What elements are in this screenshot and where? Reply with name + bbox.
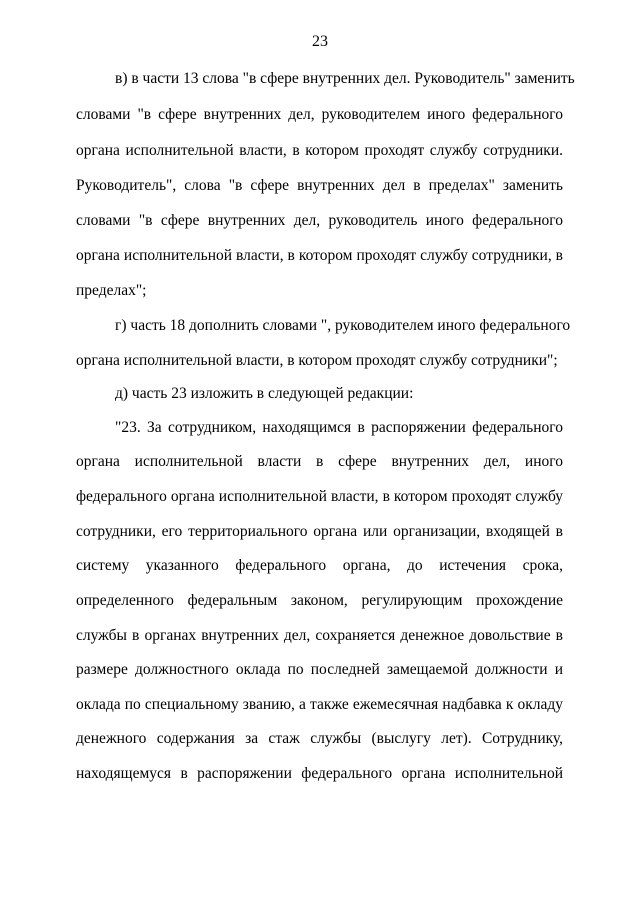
page-number: 23: [312, 33, 328, 50]
text-line-5: словами "в сфере внутренних дел, руководитель иного федерального: [76, 212, 563, 229]
text-line-1: в) в части 13 слова "в сфере внутренних дел. Руководитель" заменить: [115, 70, 575, 87]
text-line-8: г) часть 18 дополнить словами ", руководителем иного федерального: [115, 317, 571, 334]
text-line-9: органа исполнительной власти, в котором проходят службу сотрудники";: [76, 352, 558, 369]
text-line-18: размере должностного оклада по последней замещаемой должности и: [76, 661, 563, 678]
text-line-21: находящемуся в распоряжении федерального органа исполнительной: [76, 765, 563, 782]
text-line-7: пределах";: [76, 282, 147, 299]
text-line-12: органа исполнительной власти в сфере внутренних дел, иного: [76, 453, 563, 470]
text-line-6: органа исполнительной власти, в котором проходят службу сотрудники, в: [76, 247, 563, 264]
text-line-15: систему указанного федерального органа, до истечения срока,: [76, 557, 563, 574]
text-line-14: сотрудники, его территориального органа или организации, входящей в: [76, 523, 563, 540]
text-line-20: денежного содержания за стаж службы (выслугу лет). Сотруднику,: [76, 730, 563, 747]
text-line-4: Руководитель", слова "в сфере внутренних дел в пределах" заменить: [76, 177, 563, 194]
text-line-17: службы в органах внутренних дел, сохраняется денежное довольствие в: [76, 627, 563, 644]
text-line-11: "23. За сотрудником, находящимся в распоряжении федерального: [115, 419, 563, 436]
text-line-16: определенного федеральным законом, регулирующим прохождение: [76, 592, 563, 609]
text-line-19: оклада по специальному званию, а также ежемесячная надбавка к окладу: [76, 696, 563, 713]
text-line-13: федерального органа исполнительной власти, в котором проходят службу: [76, 488, 563, 505]
text-line-10: д) часть 23 изложить в следующей редакции:: [115, 385, 414, 402]
text-line-3: органа исполнительной власти, в котором проходят службу сотрудники.: [76, 142, 563, 159]
text-line-2: словами "в сфере внутренних дел, руководителем иного федерального: [76, 106, 563, 123]
